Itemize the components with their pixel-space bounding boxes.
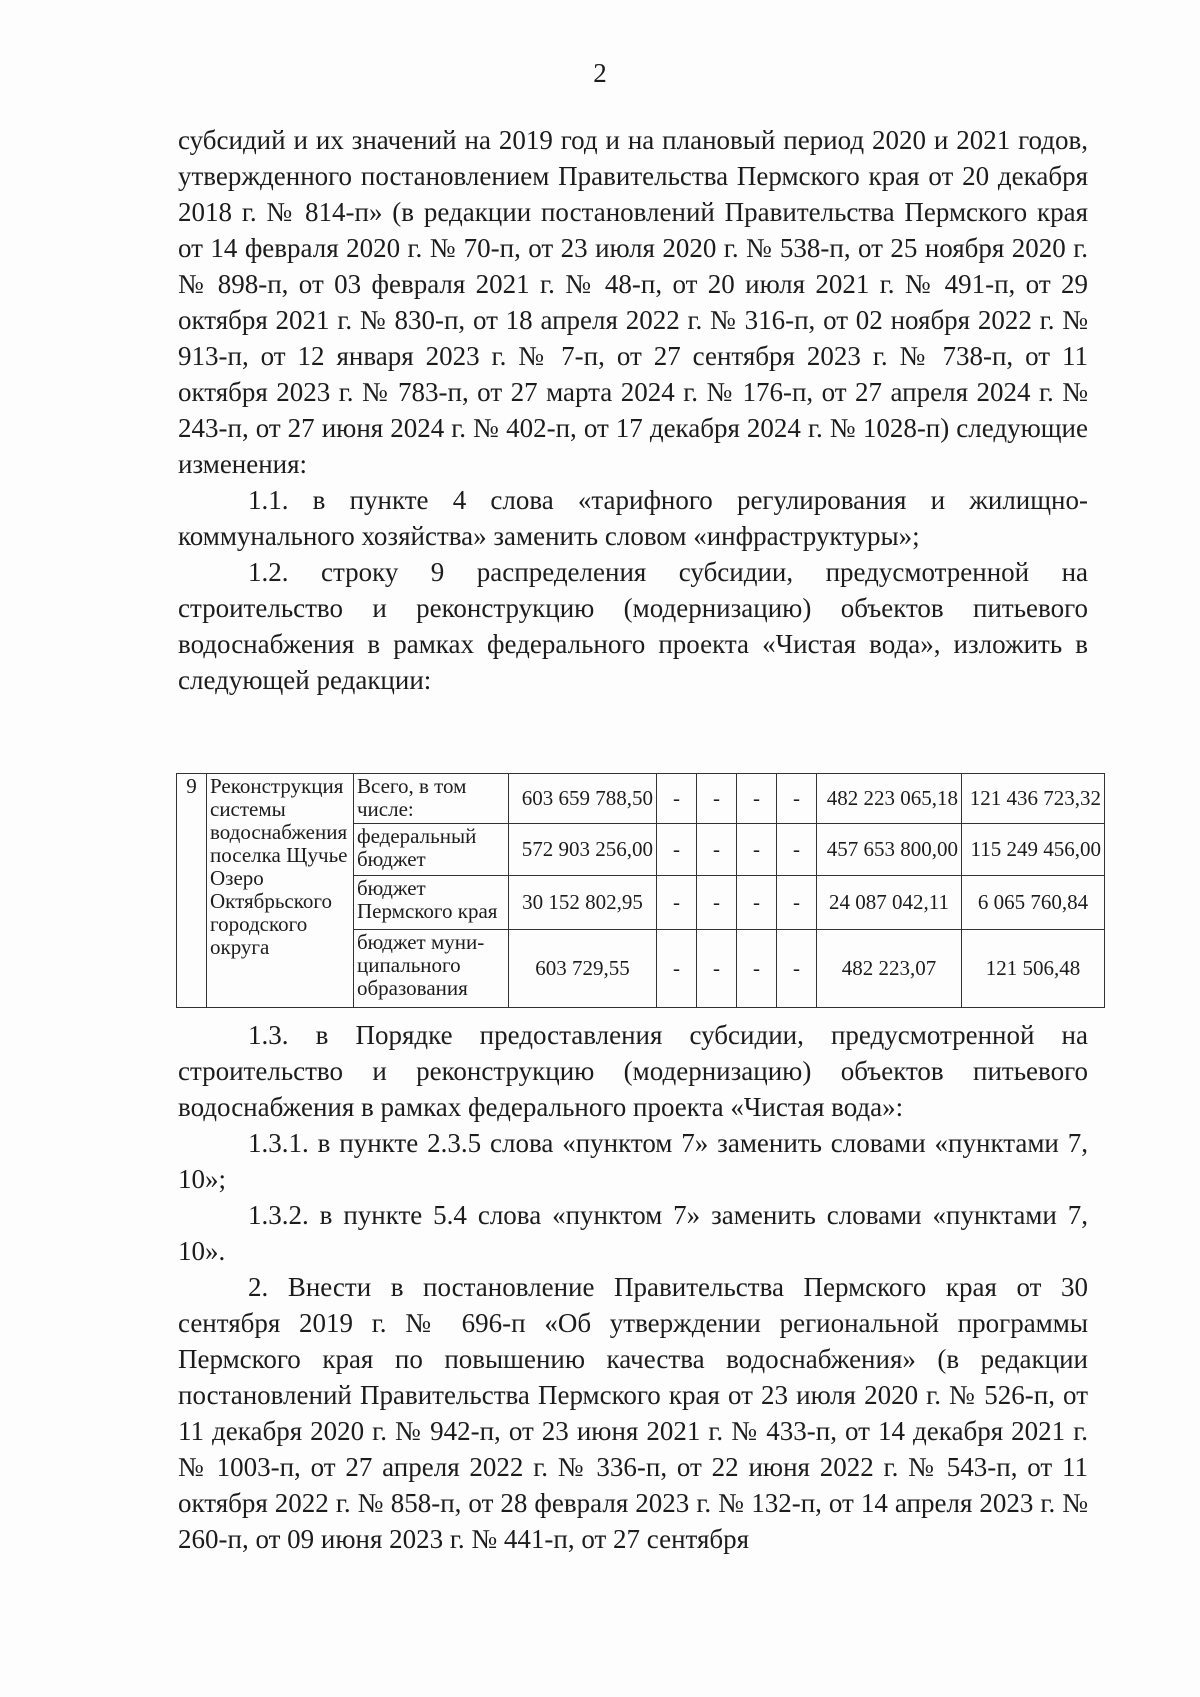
dash-cell: - <box>657 876 697 930</box>
year-2-cell: 115 249 456,00 <box>962 824 1105 876</box>
dash-cell: - <box>777 876 817 930</box>
page-number: 2 <box>593 58 607 88</box>
year-1-cell: 482 223 065,18 <box>817 774 962 824</box>
dash-cell: - <box>777 930 817 1008</box>
dash-cell: - <box>697 930 737 1008</box>
total-cell: 603 659 788,50 <box>509 774 657 824</box>
dash-cell: - <box>657 930 697 1008</box>
total-cell: 572 903 256,00 <box>509 824 657 876</box>
body-text-bottom <box>178 1017 1088 1557</box>
paragraph-1-3: 1.3. в Порядке предоставления субсидии, предусмотренной на строительство и реконструкцию (модернизацию) объектов питьевого водоснабжения в рамках федерального проекта «Чистая вода»: <box>178 1020 1088 1122</box>
dash-cell: - <box>697 824 737 876</box>
year-1-cell: 482 223,07 <box>817 930 962 1008</box>
table-row <box>177 774 1105 824</box>
dash-cell: - <box>737 876 777 930</box>
dash-cell: - <box>737 824 777 876</box>
paragraph-1-3-1: 1.3.1. в пункте 2.3.5 слова «пунктом 7» заменить словами «пунктами 7, 10»; <box>178 1128 1088 1194</box>
source-cell: Всего, в том числе: <box>354 774 509 824</box>
subsidy-table <box>176 773 1104 1008</box>
source-cell: бюджет муни-ципального образования <box>354 930 509 1008</box>
year-1-cell: 24 087 042,11 <box>817 876 962 930</box>
total-cell: 30 152 802,95 <box>509 876 657 930</box>
dash-cell: - <box>777 824 817 876</box>
row-number-cell: 9 <box>177 774 207 1008</box>
paragraph-1-1: 1.1. в пункте 4 слова «тарифного регулирования и жилищно-коммунального хозяйства» заменить словом «инфраструктуры»; <box>178 485 1088 551</box>
source-cell: федеральный бюджет <box>354 824 509 876</box>
body-text-top <box>178 122 1088 698</box>
year-2-cell: 121 436 723,32 <box>962 774 1105 824</box>
paragraph-intro: субсидий и их значений на 2019 год и на плановый период 2020 и 2021 годов, утвержденного постановлением Правительства Пермского края от 20 декабря 2018 г. № 814-п» (в редакции постановлений Правительства Пермского края от 14 февраля 2020 г. № 70-п, от 23 июля 2020 г. № 538-п, от 25 ноября 2020 г. № 898-п, от 03 февраля 2021 г. № 48-п, от 20 июля 2021 г. № 491-п, от 29 октября 2021 г. № 830-п, от 18 апреля 2022 г. № 316-п, от 02 ноября 2022 г. № 913-п, от 12 января 2023 г. № 7-п, от 27 сентября 2023 г. № 738-п, от 11 октября 2023 г. № 783-п, от 27 марта 2024 г. № 176-п, от 27 апреля 2024 г. № 243-п, от 27 июня 2024 г. № 402-п, от 17 декабря 2024 г. № 1028-п) следующие изменения: <box>178 125 1088 479</box>
year-1-cell: 457 653 800,00 <box>817 824 962 876</box>
source-cell: бюджет Пермского края <box>354 876 509 930</box>
dash-cell: - <box>697 876 737 930</box>
dash-cell: - <box>737 774 777 824</box>
paragraph-1-2: 1.2. строку 9 распределения субсидии, предусмотренной на строительство и реконструкцию (модернизацию) объектов питьевого водоснабжения в рамках федерального проекта «Чистая вода», изложить в следующей редакции: <box>178 557 1088 695</box>
dash-cell: - <box>737 930 777 1008</box>
object-name-cell: Реконструкция системы водоснабжения поселка Щучье Озеро Октябрьского городского округа <box>207 774 354 1008</box>
dash-cell: - <box>777 774 817 824</box>
year-2-cell: 6 065 760,84 <box>962 876 1105 930</box>
dash-cell: - <box>697 774 737 824</box>
total-cell: 603 729,55 <box>509 930 657 1008</box>
paragraph-1-3-2: 1.3.2. в пункте 5.4 слова «пунктом 7» заменить словами «пунктами 7, 10». <box>178 1200 1088 1266</box>
year-2-cell: 121 506,48 <box>962 930 1105 1008</box>
paragraph-2: 2. Внести в постановление Правительства Пермского края от 30 сентября 2019 г. № 696-п «Об утверждении региональной программы Пермского края по повышению качества водоснабжения» (в редакции постановлений Правительства Пермского края от 23 июля 2020 г. № 526-п, от 11 декабря 2020 г. № 942-п, от 23 июня 2021 г. № 433-п, от 14 декабря 2021 г. № 1003-п, от 27 апреля 2022 г. № 336-п, от 22 июня 2022 г. № 543-п, от 11 октября 2022 г. № 858-п, от 28 февраля 2023 г. № 132-п, от 14 апреля 2023 г. № 260-п, от 09 июня 2023 г. № 441-п, от 27 сентября <box>178 1272 1088 1554</box>
dash-cell: - <box>657 824 697 876</box>
dash-cell: - <box>657 774 697 824</box>
